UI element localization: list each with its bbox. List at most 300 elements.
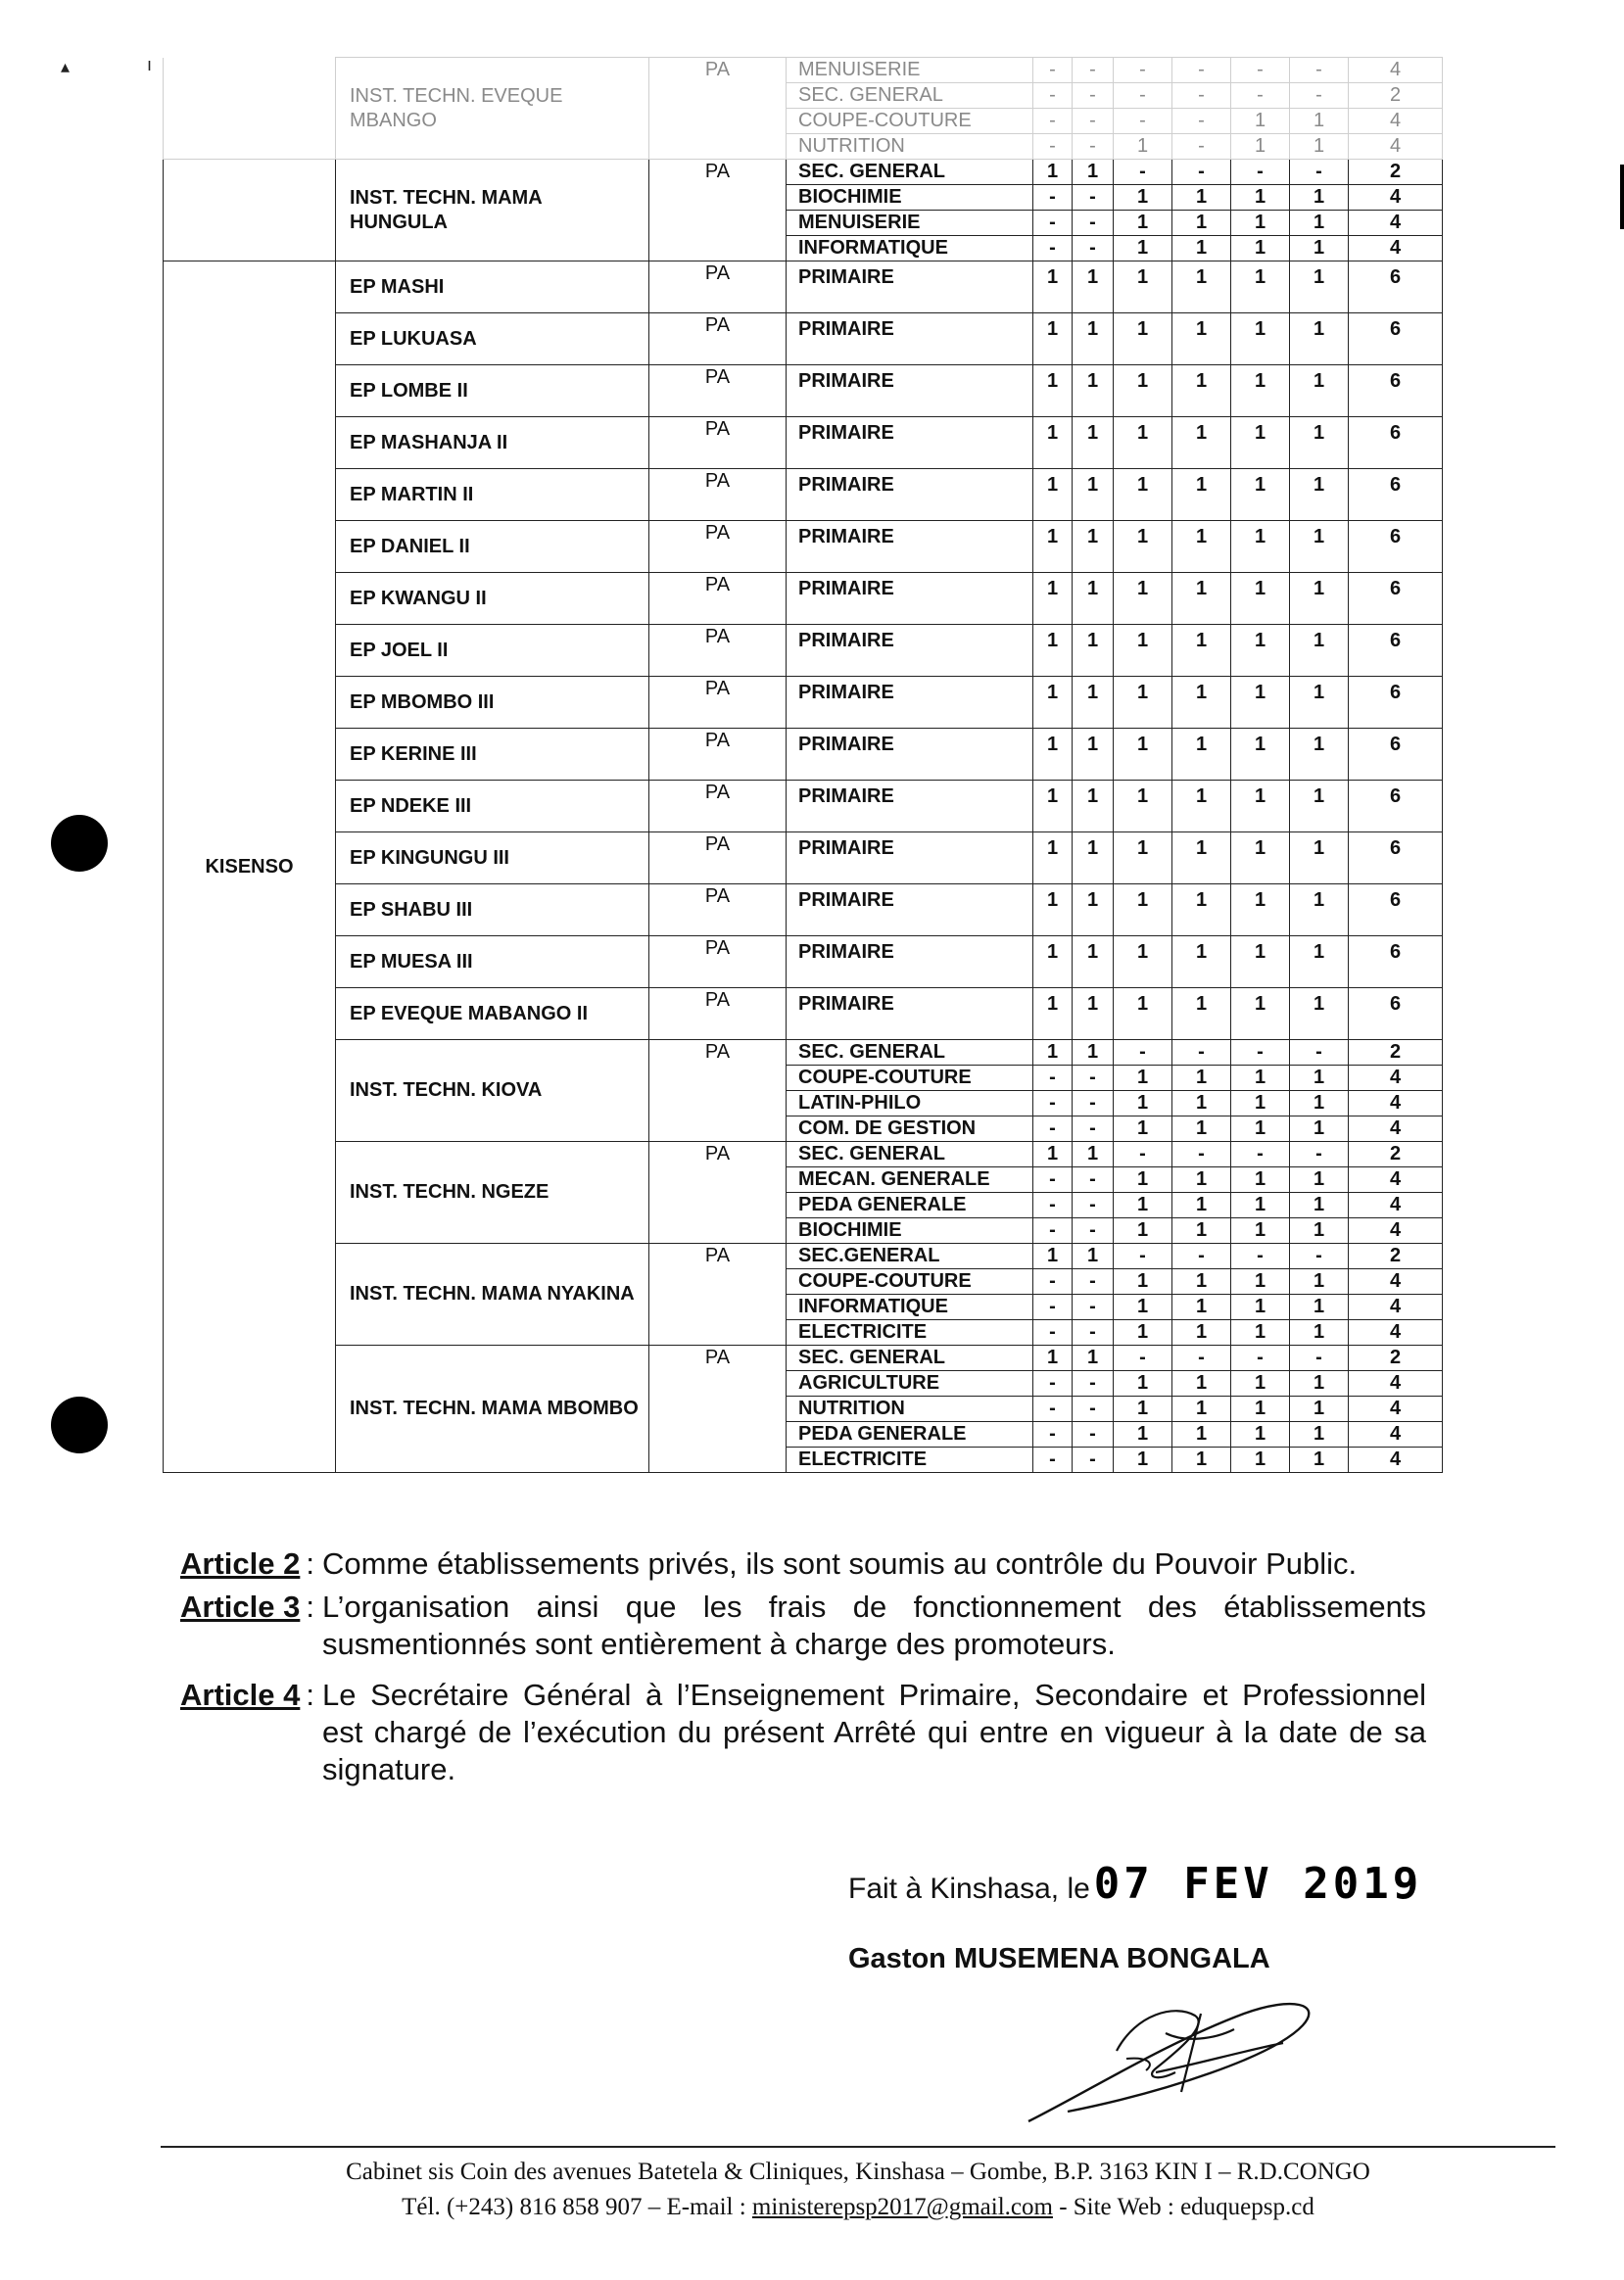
school-name-cell: INST. TECHN. MAMA NYAKINA [336,1244,649,1346]
class-count-cell: 1 [1172,365,1231,417]
class-count-cell: - [1073,1091,1114,1116]
class-count-cell: - [1172,58,1231,83]
table-row [164,160,1443,185]
regime-cell: PA [649,313,787,365]
article-3 [180,1589,1426,1663]
class-count-cell: 1 [1073,729,1114,781]
class-count-cell: 1 [1231,211,1290,236]
footer-phone: Tél. (+243) 816 858 907 – E-mail : [402,2194,752,2220]
class-count-cell: - [1033,1397,1073,1422]
class-count-cell: 1 [1290,1218,1349,1244]
class-count-cell: - [1231,1040,1290,1066]
class-count-cell: 1 [1231,1295,1290,1320]
class-count-cell: 1 [1172,417,1231,469]
total-classes-cell: 4 [1349,1116,1443,1142]
class-count-cell: - [1172,109,1231,134]
option-cell: NUTRITION [787,134,1033,160]
article-2 [180,1545,1426,1583]
class-count-cell: 1 [1172,781,1231,832]
class-count-cell: 1 [1114,313,1172,365]
class-count-cell: 1 [1172,1116,1231,1142]
footer-website: - Site Web : eduquepsp.cd [1052,2194,1314,2220]
class-count-cell: 1 [1231,677,1290,729]
total-classes-cell: 6 [1349,677,1443,729]
option-cell: PRIMAIRE [787,261,1033,313]
class-count-cell: 1 [1033,521,1073,573]
class-count-cell: - [1033,58,1073,83]
class-count-cell: 1 [1231,1193,1290,1218]
option-cell: PRIMAIRE [787,936,1033,988]
class-count-cell: 1 [1114,1269,1172,1295]
regime-cell: PA [649,261,787,313]
date-stamp: 07 FEV 2019 [1093,1859,1423,1909]
school-name-cell: EP MARTIN II [336,469,649,521]
class-count-cell: 1 [1073,261,1114,313]
class-count-cell: 1 [1231,729,1290,781]
class-count-cell: 1 [1231,1448,1290,1473]
total-classes-cell: 2 [1349,1346,1443,1371]
table-row [164,1142,1443,1167]
class-count-cell: 1 [1231,625,1290,677]
school-name-cell: EP KINGUNGU III [336,832,649,884]
option-cell: PEDA GENERALE [787,1422,1033,1448]
class-count-cell: 1 [1290,1448,1349,1473]
handwritten-signature [1009,1974,1332,2131]
class-count-cell: 1 [1172,1371,1231,1397]
table-row [164,573,1443,625]
article-colon: : [306,1678,314,1712]
table-row [164,469,1443,521]
class-count-cell: 1 [1073,469,1114,521]
class-count-cell: 1 [1114,261,1172,313]
option-cell: MENUISERIE [787,211,1033,236]
class-count-cell: 1 [1073,884,1114,936]
class-count-cell: 1 [1172,1320,1231,1346]
commune-cell: KISENSO [164,261,336,1473]
class-count-cell: 1 [1231,1167,1290,1193]
option-cell: SEC. GENERAL [787,1346,1033,1371]
school-name-cell: EP MUESA III [336,936,649,988]
class-count-cell: 1 [1114,1371,1172,1397]
class-count-cell: 1 [1231,988,1290,1040]
class-count-cell: 1 [1290,1269,1349,1295]
class-count-cell: 1 [1114,884,1172,936]
class-count-cell: 1 [1172,988,1231,1040]
class-count-cell: - [1073,1066,1114,1091]
class-count-cell: - [1114,1040,1172,1066]
table-row [164,365,1443,417]
article-label: Article 2 [180,1546,301,1581]
class-count-cell: - [1231,83,1290,109]
table-row [164,936,1443,988]
total-classes-cell: 6 [1349,832,1443,884]
class-count-cell: 1 [1172,1295,1231,1320]
class-count-cell: - [1033,134,1073,160]
total-classes-cell: 4 [1349,185,1443,211]
option-cell: PRIMAIRE [787,417,1033,469]
class-count-cell: 1 [1290,832,1349,884]
class-count-cell: 1 [1114,1422,1172,1448]
class-count-cell: 1 [1231,417,1290,469]
class-count-cell: - [1033,211,1073,236]
class-count-cell: 1 [1114,365,1172,417]
total-classes-cell: 6 [1349,573,1443,625]
school-name-cell: EP JOEL II [336,625,649,677]
class-count-cell: - [1033,1371,1073,1397]
school-name-cell: EP LOMBE II [336,365,649,417]
class-count-cell: 1 [1033,1040,1073,1066]
class-count-cell: 1 [1073,160,1114,185]
class-count-cell: 1 [1114,417,1172,469]
class-count-cell: - [1033,1320,1073,1346]
class-count-cell: - [1033,1448,1073,1473]
class-count-cell: 1 [1290,1193,1349,1218]
class-count-cell: 1 [1114,936,1172,988]
option-cell: COUPE-COUTURE [787,109,1033,134]
table-row [164,884,1443,936]
class-count-cell: - [1231,1346,1290,1371]
class-count-cell: 1 [1073,781,1114,832]
class-count-cell: 1 [1290,365,1349,417]
class-count-cell: 1 [1231,109,1290,134]
class-count-cell: - [1114,1142,1172,1167]
class-count-cell: - [1073,1295,1114,1320]
total-classes-cell: 6 [1349,313,1443,365]
class-count-cell: - [1231,58,1290,83]
class-count-cell: 1 [1114,625,1172,677]
regime-cell: PA [649,936,787,988]
total-classes-cell: 4 [1349,1269,1443,1295]
school-name-cell: EP LUKUASA [336,313,649,365]
class-count-cell: 1 [1231,185,1290,211]
option-cell: PRIMAIRE [787,781,1033,832]
class-count-cell: 1 [1290,988,1349,1040]
option-cell: LATIN-PHILO [787,1091,1033,1116]
article-colon: : [306,1590,314,1624]
class-count-cell: 1 [1290,1167,1349,1193]
option-cell: PRIMAIRE [787,469,1033,521]
class-count-cell: 1 [1073,988,1114,1040]
commune-cell [164,58,336,160]
class-count-cell: 1 [1172,936,1231,988]
option-cell: NUTRITION [787,1397,1033,1422]
class-count-cell: 1 [1114,1167,1172,1193]
scan-speck: ı [147,55,153,74]
class-count-cell: 1 [1290,417,1349,469]
class-count-cell: 1 [1172,573,1231,625]
class-count-cell: 1 [1231,313,1290,365]
class-count-cell: - [1172,1244,1231,1269]
table-row [164,58,1443,83]
scan-edge-mark [1620,165,1624,229]
class-count-cell: 1 [1172,313,1231,365]
class-count-cell: 1 [1073,573,1114,625]
class-count-cell: 1 [1033,677,1073,729]
class-count-cell: 1 [1114,832,1172,884]
total-classes-cell: 4 [1349,1167,1443,1193]
class-count-cell: - [1073,83,1114,109]
class-count-cell: 1 [1114,1066,1172,1091]
footer-email-link[interactable]: ministerepsp2017@gmail.com [751,2194,1053,2220]
total-classes-cell: 4 [1349,211,1443,236]
class-count-cell: - [1073,58,1114,83]
class-count-cell: 1 [1172,211,1231,236]
commune-cell [164,160,336,261]
class-count-cell: 1 [1172,729,1231,781]
table-row [164,417,1443,469]
class-count-cell: - [1033,1422,1073,1448]
class-count-cell: 1 [1033,936,1073,988]
articles [180,1545,1426,1794]
option-cell: SEC. GENERAL [787,83,1033,109]
option-cell: MENUISERIE [787,58,1033,83]
class-count-cell: - [1172,134,1231,160]
class-count-cell: 1 [1290,781,1349,832]
option-cell: INFORMATIQUE [787,1295,1033,1320]
punch-hole-top [51,815,108,872]
class-count-cell: 1 [1172,1422,1231,1448]
class-count-cell: 1 [1290,1320,1349,1346]
total-classes-cell: 6 [1349,417,1443,469]
table-row [164,521,1443,573]
class-count-cell: 1 [1073,625,1114,677]
class-count-cell: 1 [1231,134,1290,160]
school-name-cell: EP EVEQUE MABANGO II [336,988,649,1040]
class-count-cell: 1 [1172,884,1231,936]
class-count-cell: 1 [1231,1397,1290,1422]
option-cell: ELECTRICITE [787,1320,1033,1346]
class-count-cell: 1 [1290,677,1349,729]
article-label: Article 4 [180,1678,301,1712]
option-cell: MECAN. GENERALE [787,1167,1033,1193]
class-count-cell: 1 [1033,1244,1073,1269]
option-cell: PRIMAIRE [787,677,1033,729]
class-count-cell: 1 [1114,781,1172,832]
class-count-cell: 1 [1033,729,1073,781]
regime-cell: PA [649,1346,787,1473]
class-count-cell: 1 [1073,1142,1114,1167]
total-classes-cell: 4 [1349,1091,1443,1116]
class-count-cell: 1 [1172,1091,1231,1116]
class-count-cell: - [1290,160,1349,185]
class-count-cell: - [1033,236,1073,261]
table-row [164,1040,1443,1066]
total-classes-cell: 6 [1349,729,1443,781]
class-count-cell: 1 [1172,469,1231,521]
class-count-cell: 1 [1114,134,1172,160]
total-classes-cell: 6 [1349,625,1443,677]
place-and-date [848,1859,1422,1909]
class-count-cell: 1 [1290,521,1349,573]
class-count-cell: - [1114,160,1172,185]
class-count-cell: 1 [1073,521,1114,573]
class-count-cell: - [1033,109,1073,134]
regime-cell: PA [649,1142,787,1244]
total-classes-cell: 6 [1349,521,1443,573]
class-count-cell: - [1073,1371,1114,1397]
class-count-cell: 1 [1290,313,1349,365]
class-count-cell: - [1033,1193,1073,1218]
school-name-cell: EP NDEKE III [336,781,649,832]
class-count-cell: - [1114,109,1172,134]
class-count-cell: 1 [1073,1244,1114,1269]
class-count-cell: - [1290,1244,1349,1269]
class-count-cell: 1 [1172,521,1231,573]
school-name-cell: INST. TECHN. MAMA HUNGULA [336,160,649,261]
class-count-cell: 1 [1073,936,1114,988]
total-classes-cell: 4 [1349,236,1443,261]
class-count-cell: - [1033,1295,1073,1320]
class-count-cell: 1 [1172,1066,1231,1091]
schools-table [163,57,1443,1473]
class-count-cell: 1 [1114,469,1172,521]
class-count-cell: 1 [1290,211,1349,236]
class-count-cell: 1 [1231,521,1290,573]
class-count-cell: 1 [1114,521,1172,573]
class-count-cell: 1 [1231,1091,1290,1116]
total-classes-cell: 4 [1349,109,1443,134]
class-count-cell: 1 [1290,1066,1349,1091]
class-count-cell: 1 [1231,1269,1290,1295]
option-cell: PRIMAIRE [787,573,1033,625]
school-name-cell: INST. TECHN. EVEQUE MBANGO [336,58,649,160]
school-name-cell: EP DANIEL II [336,521,649,573]
table-row [164,729,1443,781]
class-count-cell: 1 [1073,313,1114,365]
class-count-cell: 1 [1114,1091,1172,1116]
table-row [164,988,1443,1040]
regime-cell: PA [649,160,787,261]
class-count-cell: 1 [1033,469,1073,521]
option-cell: COM. DE GESTION [787,1116,1033,1142]
regime-cell: PA [649,1040,787,1142]
class-count-cell: 1 [1290,469,1349,521]
class-count-cell: - [1033,1218,1073,1244]
regime-cell: PA [649,781,787,832]
option-cell: AGRICULTURE [787,1371,1033,1397]
schools-table-body [164,58,1443,1473]
total-classes-cell: 6 [1349,884,1443,936]
class-count-cell: 1 [1114,211,1172,236]
regime-cell: PA [649,58,787,160]
class-count-cell: - [1172,1142,1231,1167]
school-name-cell: EP KERINE III [336,729,649,781]
class-count-cell: 1 [1114,1193,1172,1218]
total-classes-cell: 6 [1349,988,1443,1040]
regime-cell: PA [649,988,787,1040]
place-label: Fait à Kinshasa, le [848,1873,1090,1905]
class-count-cell: - [1033,1269,1073,1295]
total-classes-cell: 6 [1349,261,1443,313]
class-count-cell: 1 [1231,1116,1290,1142]
class-count-cell: 1 [1073,365,1114,417]
class-count-cell: - [1073,134,1114,160]
option-cell: COUPE-COUTURE [787,1269,1033,1295]
class-count-cell: 1 [1114,729,1172,781]
option-cell: SEC. GENERAL [787,1040,1033,1066]
school-name-cell: EP SHABU III [336,884,649,936]
class-count-cell: 1 [1114,1295,1172,1320]
class-count-cell: 1 [1033,1142,1073,1167]
school-name-cell: INST. TECHN. KIOVA [336,1040,649,1142]
footer-contacts [161,2190,1555,2225]
class-count-cell: 1 [1114,1218,1172,1244]
total-classes-cell: 4 [1349,1371,1443,1397]
class-count-cell: 1 [1033,160,1073,185]
class-count-cell: 1 [1290,109,1349,134]
class-count-cell: 1 [1231,365,1290,417]
total-classes-cell: 4 [1349,1397,1443,1422]
total-classes-cell: 2 [1349,1142,1443,1167]
class-count-cell: 1 [1231,884,1290,936]
class-count-cell: 1 [1172,1397,1231,1422]
article-text: Le Secrétaire Général à l’Enseignement Primaire, Secondaire et Professionnel est chargé de l’exécution du présent Arrêté qui entre en vigueur à la date de sa signature. [321,1678,1426,1786]
option-cell: SEC. GENERAL [787,160,1033,185]
class-count-cell: 1 [1231,781,1290,832]
regime-cell: PA [649,729,787,781]
class-count-cell: 1 [1033,781,1073,832]
class-count-cell: 1 [1172,185,1231,211]
class-count-cell: - [1073,1269,1114,1295]
class-count-cell: 1 [1231,1371,1290,1397]
class-count-cell: - [1073,1397,1114,1422]
option-cell: PRIMAIRE [787,832,1033,884]
total-classes-cell: 4 [1349,1422,1443,1448]
class-count-cell: - [1172,1346,1231,1371]
class-count-cell: 1 [1231,573,1290,625]
class-count-cell: 1 [1231,469,1290,521]
class-count-cell: 1 [1231,1066,1290,1091]
footer-address: Cabinet sis Coin des avenues Batetela & Cliniques, Kinshasa – Gombe, B.P. 3163 KIN I – R.D.CONGO [346,2159,1370,2185]
total-classes-cell: 2 [1349,1244,1443,1269]
class-count-cell: 1 [1073,1346,1114,1371]
article-4 [180,1677,1426,1788]
regime-cell: PA [649,573,787,625]
class-count-cell: 1 [1114,185,1172,211]
school-name-cell: INST. TECHN. NGEZE [336,1142,649,1244]
class-count-cell: - [1033,1091,1073,1116]
class-count-cell: 1 [1114,573,1172,625]
class-count-cell: - [1033,1167,1073,1193]
class-count-cell: - [1172,1040,1231,1066]
class-count-cell: - [1290,1346,1349,1371]
class-count-cell: - [1114,58,1172,83]
class-count-cell: - [1033,1116,1073,1142]
total-classes-cell: 6 [1349,936,1443,988]
class-count-cell: - [1073,1422,1114,1448]
footer [161,2155,1555,2225]
class-count-cell: 1 [1172,1269,1231,1295]
class-count-cell: 1 [1290,1116,1349,1142]
class-count-cell: - [1172,160,1231,185]
class-count-cell: 1 [1290,573,1349,625]
regime-cell: PA [649,365,787,417]
article-text: Comme établissements privés, ils sont soumis au contrôle du Pouvoir Public. [321,1546,1358,1581]
option-cell: PRIMAIRE [787,729,1033,781]
class-count-cell: 1 [1033,625,1073,677]
class-count-cell: 1 [1172,1218,1231,1244]
class-count-cell: 1 [1172,625,1231,677]
class-count-cell: 1 [1290,625,1349,677]
option-cell: PRIMAIRE [787,313,1033,365]
class-count-cell: - [1033,1066,1073,1091]
footer-rule [161,2146,1555,2148]
class-count-cell: - [1231,160,1290,185]
total-classes-cell: 4 [1349,1066,1443,1091]
class-count-cell: - [1231,1142,1290,1167]
class-count-cell: 1 [1290,1371,1349,1397]
school-name-cell: EP KWANGU II [336,573,649,625]
